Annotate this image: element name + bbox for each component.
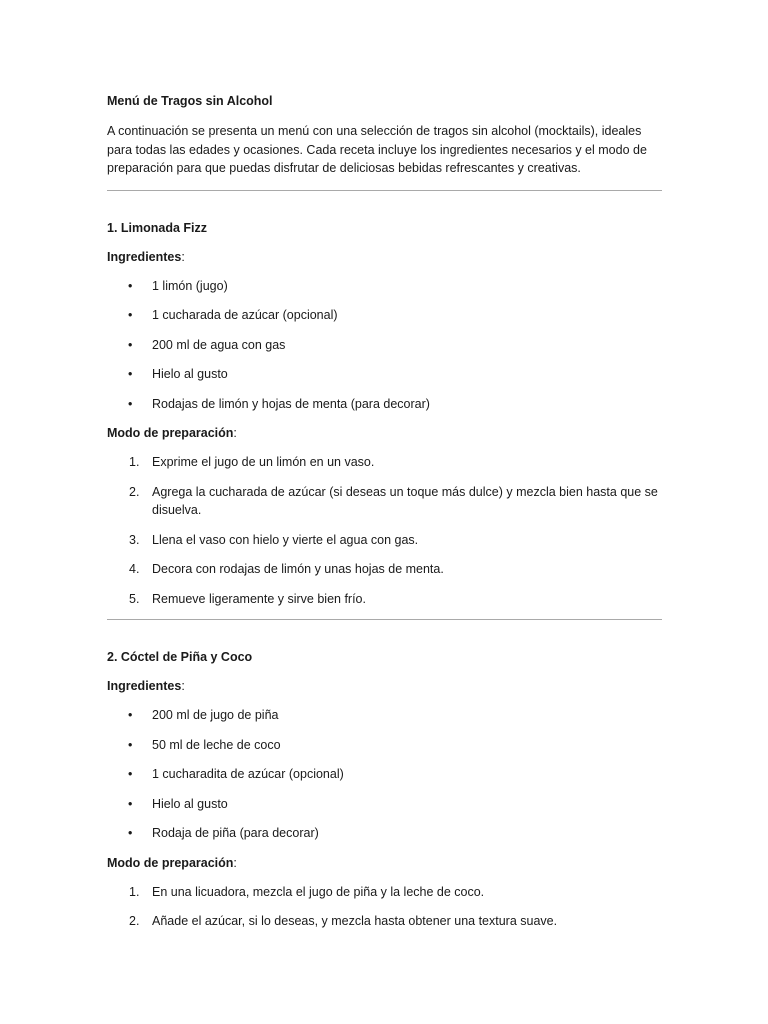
- list-item: • 1 cucharadita de azúcar (opcional): [107, 765, 662, 784]
- bullet-icon: •: [128, 708, 133, 722]
- steps-list: [107, 883, 662, 931]
- ingredients-label: Ingredientes:: [107, 679, 185, 693]
- recipe-section-2: [107, 648, 662, 931]
- ingredients-list: [107, 277, 662, 414]
- bullet-icon: •: [128, 737, 133, 752]
- bullet-icon: •: [128, 367, 133, 381]
- document-page: [107, 92, 662, 931]
- list-item: 2. Agrega la cucharada de azúcar (si deseas un toque más dulce) y mezcla bien hasta que se disuelva.: [129, 484, 658, 517]
- steps-list: [107, 453, 662, 608]
- section-divider: [107, 619, 662, 620]
- list-item: • Hielo al gusto: [107, 795, 662, 814]
- list-item: • 1 cucharada de azúcar (opcional): [107, 306, 662, 325]
- step-number: 3.: [129, 532, 140, 547]
- ingredients-label: Ingredientes:: [107, 249, 185, 264]
- step-number: 1.: [129, 455, 140, 469]
- list-item: • Hielo al gusto: [107, 365, 662, 384]
- list-item: • Rodajas de limón y hojas de menta (para decorar): [107, 395, 662, 414]
- list-item: 1. Exprime el jugo de un limón en un vaso.: [107, 453, 662, 472]
- step-number: 1.: [129, 884, 140, 899]
- list-item: 3. Llena el vaso con hielo y vierte el agua con gas.: [107, 531, 662, 550]
- bullet-icon: •: [128, 308, 133, 322]
- step-number: 4.: [129, 562, 140, 576]
- step-number: 2.: [129, 914, 140, 928]
- page-title: Menú de Tragos sin Alcohol: [107, 94, 273, 108]
- list-item: 4. Decora con rodajas de limón y unas hojas de menta.: [107, 560, 662, 579]
- list-item: • 1 limón (jugo): [107, 277, 662, 296]
- list-item: • 50 ml de leche de coco: [107, 736, 662, 755]
- recipe-title: 1. Limonada Fizz: [107, 220, 208, 235]
- bullet-icon: •: [128, 396, 133, 411]
- list-item: 5. Remueve ligeramente y sirve bien frío.: [107, 590, 662, 609]
- steps-label: Modo de preparación:: [107, 426, 237, 440]
- bullet-icon: •: [128, 278, 133, 293]
- steps-label: Modo de preparación:: [107, 855, 237, 870]
- bullet-icon: •: [128, 796, 133, 811]
- list-item: • Rodaja de piña (para decorar): [107, 824, 662, 843]
- recipe-title: 2. Cóctel de Piña y Coco: [107, 650, 253, 664]
- bullet-icon: •: [128, 767, 133, 781]
- intro-paragraph: A continuación se presenta un menú con una selección de tragos sin alcohol (mocktails), ideales para todas las edades y ocasiones. Cada receta incluye los ingredientes necesarios y el modo de preparación para que puedas disfrutar de deliciosas bebidas refrescantes y creativas.: [107, 124, 647, 175]
- list-item: 2. Añade el azúcar, si lo deseas, y mezcla hasta obtener una textura suave.: [107, 912, 662, 931]
- list-item: • 200 ml de jugo de piña: [107, 706, 662, 725]
- list-item: 1. En una licuadora, mezcla el jugo de piña y la leche de coco.: [107, 883, 662, 902]
- step-number: 5.: [129, 591, 140, 606]
- step-number: 2.: [129, 484, 140, 499]
- list-item: • 200 ml de agua con gas: [107, 336, 662, 355]
- ingredients-list: [107, 706, 662, 843]
- bullet-icon: •: [128, 826, 133, 840]
- recipe-section-1: [107, 219, 662, 609]
- section-divider: [107, 190, 662, 191]
- bullet-icon: •: [128, 337, 133, 352]
